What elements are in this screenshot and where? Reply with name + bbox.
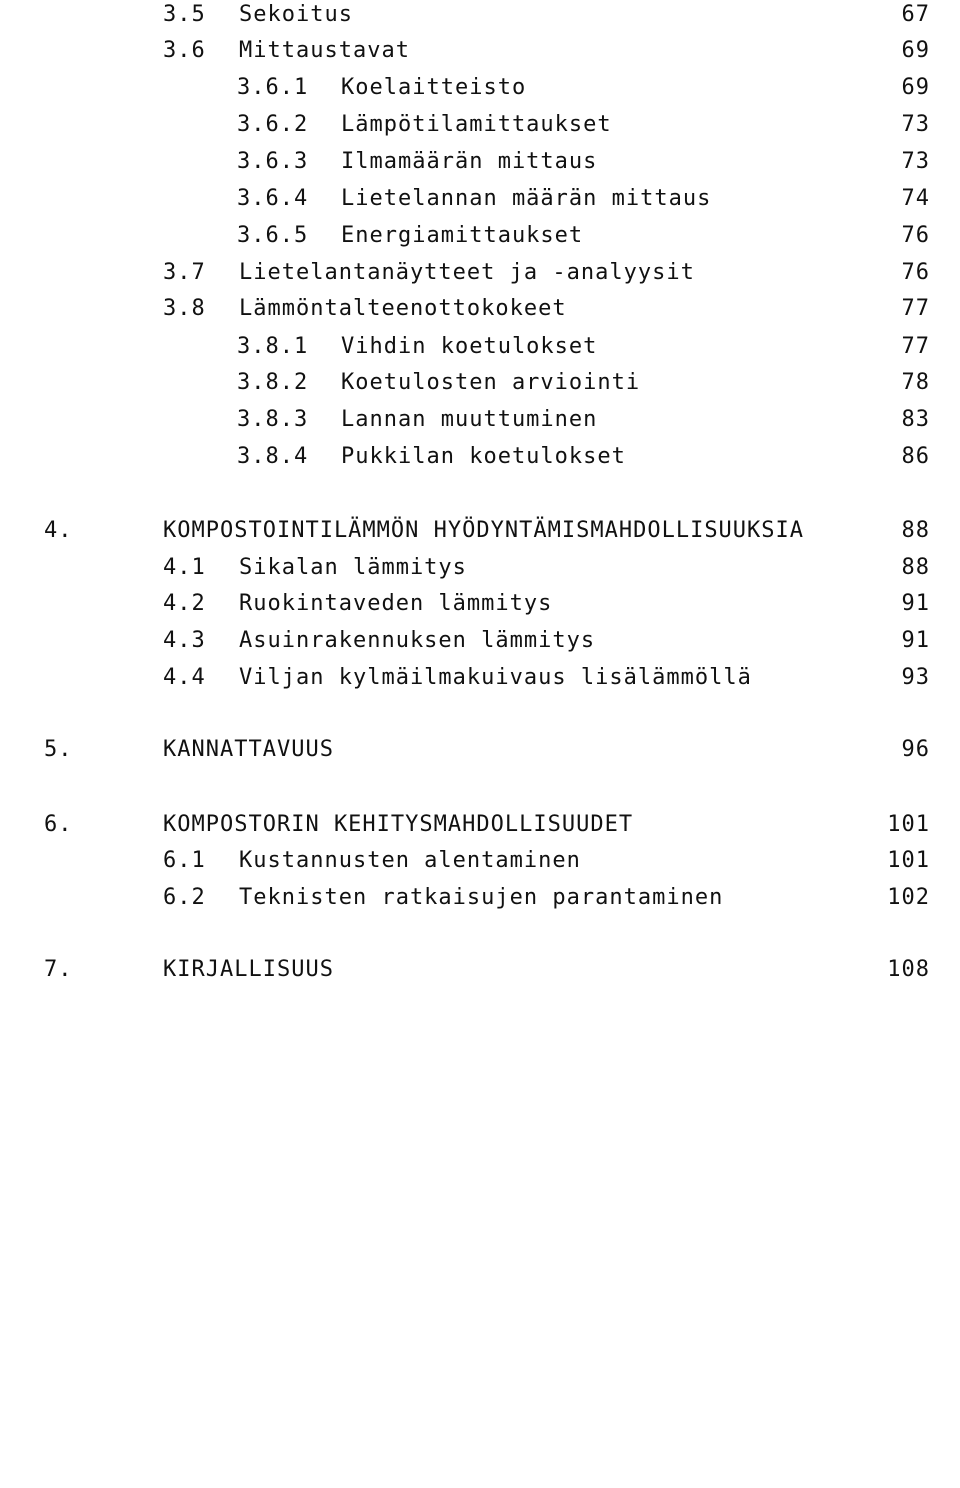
toc-entry bbox=[0, 626, 960, 656]
toc-title: Sikalan lämmitys bbox=[239, 555, 467, 580]
toc-number: 3.7 bbox=[163, 260, 206, 285]
toc-title: Pukkilan koetulokset bbox=[341, 444, 626, 469]
toc-number: 4.4 bbox=[163, 665, 206, 690]
toc-page-number: 69 bbox=[901, 38, 930, 63]
toc-title: Lämmöntalteenottokokeet bbox=[239, 296, 567, 321]
toc-page-number: 108 bbox=[887, 957, 930, 982]
toc-title: Ilmamäärän mittaus bbox=[341, 149, 598, 174]
toc-title: KIRJALLISUUS bbox=[163, 957, 334, 982]
toc-number: 3.8.1 bbox=[237, 334, 309, 359]
toc-page-number: 93 bbox=[901, 665, 930, 690]
toc-page-number: 101 bbox=[887, 812, 930, 837]
toc-entry bbox=[0, 73, 960, 103]
toc-page-number: 76 bbox=[901, 223, 930, 248]
toc-entry bbox=[0, 147, 960, 177]
toc-number: 4. bbox=[44, 518, 73, 543]
toc-title: Lietelannan määrän mittaus bbox=[341, 186, 712, 211]
toc-entry bbox=[0, 221, 960, 251]
toc-entry bbox=[0, 553, 960, 583]
toc-entry bbox=[0, 368, 960, 398]
toc-number: 3.6.3 bbox=[237, 149, 309, 174]
toc-entry bbox=[0, 810, 960, 840]
toc-title: Viljan kylmäilmakuivaus lisälämmöllä bbox=[239, 665, 752, 690]
toc-page-number: 88 bbox=[901, 518, 930, 543]
toc-entry bbox=[0, 332, 960, 362]
toc-title: Asuinrakennuksen lämmitys bbox=[239, 628, 596, 653]
toc-page-number: 86 bbox=[901, 444, 930, 469]
toc-title: Energiamittaukset bbox=[341, 223, 584, 248]
toc-page-number: 73 bbox=[901, 149, 930, 174]
toc-entry bbox=[0, 883, 960, 913]
toc-page-number: 101 bbox=[887, 848, 930, 873]
toc-title: Koetulosten arviointi bbox=[341, 370, 641, 395]
toc-number: 6.2 bbox=[163, 885, 206, 910]
toc-title: KOMPOSTOINTILÄMMÖN HYÖDYNTÄMISMAHDOLLISUUKSIA bbox=[163, 518, 805, 543]
toc-entry bbox=[0, 846, 960, 876]
toc-title: Lietelantanäytteet ja -analyysit bbox=[239, 260, 695, 285]
toc-title: Mittaustavat bbox=[239, 38, 410, 63]
toc-title: Ruokintaveden lämmitys bbox=[239, 591, 553, 616]
toc-entry bbox=[0, 184, 960, 214]
toc-title: KOMPOSTORIN KEHITYSMAHDOLLISUUDET bbox=[163, 812, 634, 837]
toc-title: Kustannusten alentaminen bbox=[239, 848, 581, 873]
toc-number: 6. bbox=[44, 812, 73, 837]
toc-entry bbox=[0, 0, 960, 30]
toc-page-number: 78 bbox=[901, 370, 930, 395]
toc-number: 3.8.3 bbox=[237, 407, 309, 432]
toc-number: 3.8.4 bbox=[237, 444, 309, 469]
toc-number: 3.6.2 bbox=[237, 112, 309, 137]
toc-entry bbox=[0, 36, 960, 66]
toc-number: 3.8.2 bbox=[237, 370, 309, 395]
toc-entry bbox=[0, 735, 960, 765]
toc-entry bbox=[0, 589, 960, 619]
toc-entry bbox=[0, 405, 960, 435]
toc-title: Sekoitus bbox=[239, 2, 353, 27]
toc-entry bbox=[0, 516, 960, 546]
toc-number: 4.1 bbox=[163, 555, 206, 580]
toc-number: 7. bbox=[44, 957, 73, 982]
toc-number: 3.6.4 bbox=[237, 186, 309, 211]
toc-number: 4.2 bbox=[163, 591, 206, 616]
toc-page-number: 88 bbox=[901, 555, 930, 580]
toc-title: Lannan muuttuminen bbox=[341, 407, 598, 432]
toc-entry bbox=[0, 294, 960, 324]
toc-entry bbox=[0, 258, 960, 288]
toc-page-number: 96 bbox=[901, 737, 930, 762]
toc-entry bbox=[0, 110, 960, 140]
toc-entry bbox=[0, 955, 960, 985]
toc-number: 3.6 bbox=[163, 38, 206, 63]
toc-page-number: 77 bbox=[901, 334, 930, 359]
toc-page-number: 67 bbox=[901, 2, 930, 27]
toc-title: Teknisten ratkaisujen parantaminen bbox=[239, 885, 724, 910]
toc-number: 5. bbox=[44, 737, 73, 762]
toc-title: Vihdin koetulokset bbox=[341, 334, 598, 359]
toc-title: Lämpötilamittaukset bbox=[341, 112, 612, 137]
toc-page-number: 91 bbox=[901, 591, 930, 616]
toc-page-number: 73 bbox=[901, 112, 930, 137]
toc-number: 3.5 bbox=[163, 2, 206, 27]
toc-number: 6.1 bbox=[163, 848, 206, 873]
toc-number: 3.6.5 bbox=[237, 223, 309, 248]
toc-number: 4.3 bbox=[163, 628, 206, 653]
toc-page-number: 74 bbox=[901, 186, 930, 211]
toc-number: 3.6.1 bbox=[237, 75, 309, 100]
toc-number: 3.8 bbox=[163, 296, 206, 321]
toc-entry bbox=[0, 442, 960, 472]
toc-page-number: 69 bbox=[901, 75, 930, 100]
toc-page-number: 102 bbox=[887, 885, 930, 910]
toc-page-number: 76 bbox=[901, 260, 930, 285]
toc-page-number: 83 bbox=[901, 407, 930, 432]
toc-page-number: 77 bbox=[901, 296, 930, 321]
toc-title: KANNATTAVUUS bbox=[163, 737, 334, 762]
toc-entry bbox=[0, 663, 960, 693]
toc-title: Koelaitteisto bbox=[341, 75, 527, 100]
toc-page-number: 91 bbox=[901, 628, 930, 653]
